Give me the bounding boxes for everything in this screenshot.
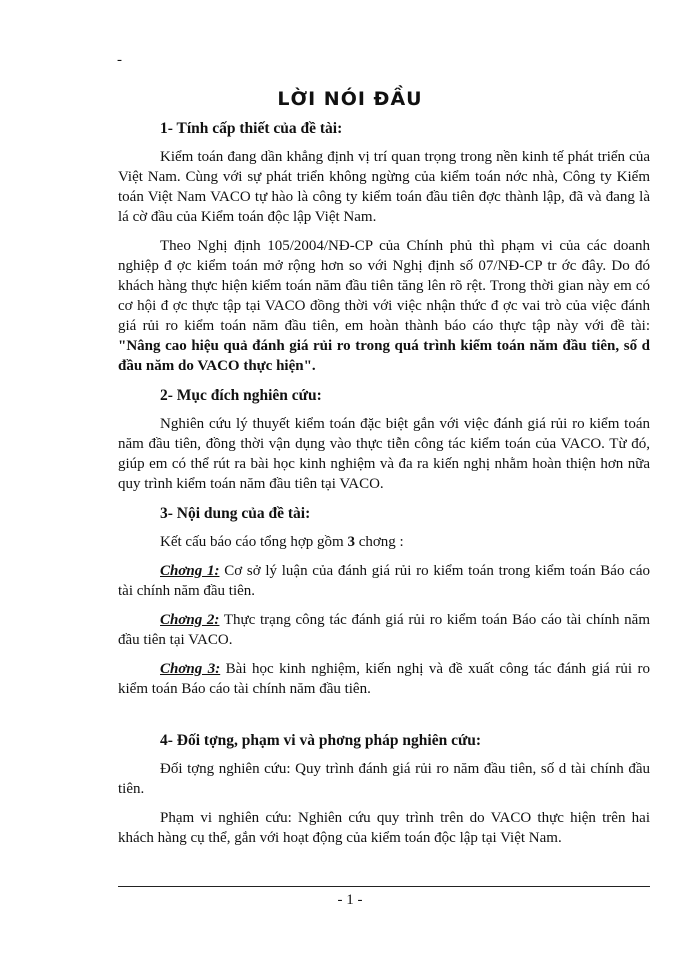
section-1-heading: 1- Tính cấp thiết của đề tài: <box>160 120 343 137</box>
page-dash: - <box>117 52 122 68</box>
section-4-paragraph-1: Đối tợng nghiên cứu: Quy trình đánh giá rủi ro năm đầu tiên, số d tài chính đầu tiên. <box>118 761 650 797</box>
chapter-3-text: Bài học kinh nghiệm, kiến nghị và đề xuất công tác đánh giá rủi ro kiểm toán Báo cáo tài chính năm đầu tiên. <box>118 661 651 697</box>
chapter-1-item <box>118 561 650 601</box>
section-3-heading: 3- Nội dung của đề tài: <box>160 505 311 522</box>
section-3-intro-count: 3 <box>347 534 355 550</box>
chapter-3-item <box>118 659 650 699</box>
section-2-heading: 2- Mục đích nghiên cứu: <box>160 387 322 404</box>
chapter-2-text: Thực trạng công tác đánh giá rủi ro kiểm toán Báo cáo tài chính năm đầu tiên tại VACO. <box>118 612 650 648</box>
section-1-paragraph-2-text: Theo Nghị định 105/2004/NĐ-CP của Chính phủ thì phạm vi của các doanh nghiệp đ ợc kiểm toán mở rộng hơn so với Nghị định số 07/NĐ-CP tr ớc đây. Do đó khách hàng thực hiện kiểm toán năm đầu tiên tăng lên rõ rệt. Trong thời gian này em có cơ hội đ ợc thực tập tại VACO đồng thời với việc nhận thức đ ợc vai trò của việc đánh giá rủi ro kiểm toán năm đầu tiên, em hoàn thành báo cáo thực tập này với đề tài: <box>118 238 650 334</box>
chapter-2-label: Chơng 2: <box>160 612 220 628</box>
section-1-paragraph-2 <box>118 236 650 376</box>
section-3-intro-pre: Kết cấu báo cáo tổng hợp gồm <box>160 534 348 550</box>
chapter-2-item <box>118 610 650 650</box>
section-4-heading: 4- Đối tợng, phạm vi và phơng pháp nghiên cứu: <box>160 732 482 749</box>
footer-rule <box>118 886 650 887</box>
document-body <box>118 118 650 857</box>
chapter-1-text: Cơ sở lý luận của đánh giá rủi ro kiểm toán trong kiểm toán Báo cáo tài chính năm đầu tiên. <box>118 563 651 599</box>
section-4-paragraph-2: Phạm vi nghiên cứu: Nghiên cứu quy trình trên do VACO thực hiện trên hai khách hàng cụ thể, gắn với hoạt động của kiểm toán độc lập tại Việt Nam. <box>118 810 650 846</box>
section-3-intro <box>118 532 650 552</box>
page-title: LỜI NÓI ĐẦU <box>277 88 423 110</box>
chapter-1-label: Chơng 1: <box>160 563 220 579</box>
section-1-paragraph-1: Kiểm toán đang dần khẳng định vị trí quan trọng trong nền kinh tế phát triển của Việt Nam. Cùng với sự phát triển không ngừng của kiểm toán nớc nhà, Công ty Kiểm toán Việt Nam VACO tự hào là công ty kiểm toán đầu tiên đợc thành lập, đã và đang là lá cờ đầu của Kiểm toán độc lập Việt Nam. <box>118 149 650 225</box>
section-3-intro-post: chơng : <box>354 534 404 550</box>
section-gap <box>118 708 650 730</box>
thesis-topic: "Nâng cao hiệu quả đánh giá rủi ro trong quá trình kiểm toán năm đầu tiên, số d đầu năm do VACO thực hiện". <box>118 338 650 374</box>
section-2-paragraph: Nghiên cứu lý thuyết kiểm toán đặc biệt gắn với việc đánh giá rủi ro kiểm toán năm đầu tiên, đồng thời vận dụng vào thực tiễn công tác kiểm toán của VACO. Từ đó, giúp em có thể rút ra bài học kinh nghiệm và đa ra kiến nghị nhằm hoàn thiện hơn nữa quy trình kiểm toán năm đầu tiên tại VACO. <box>118 416 650 492</box>
chapter-3-label: Chơng 3: <box>160 661 221 677</box>
page-number: - 1 - <box>337 892 363 908</box>
